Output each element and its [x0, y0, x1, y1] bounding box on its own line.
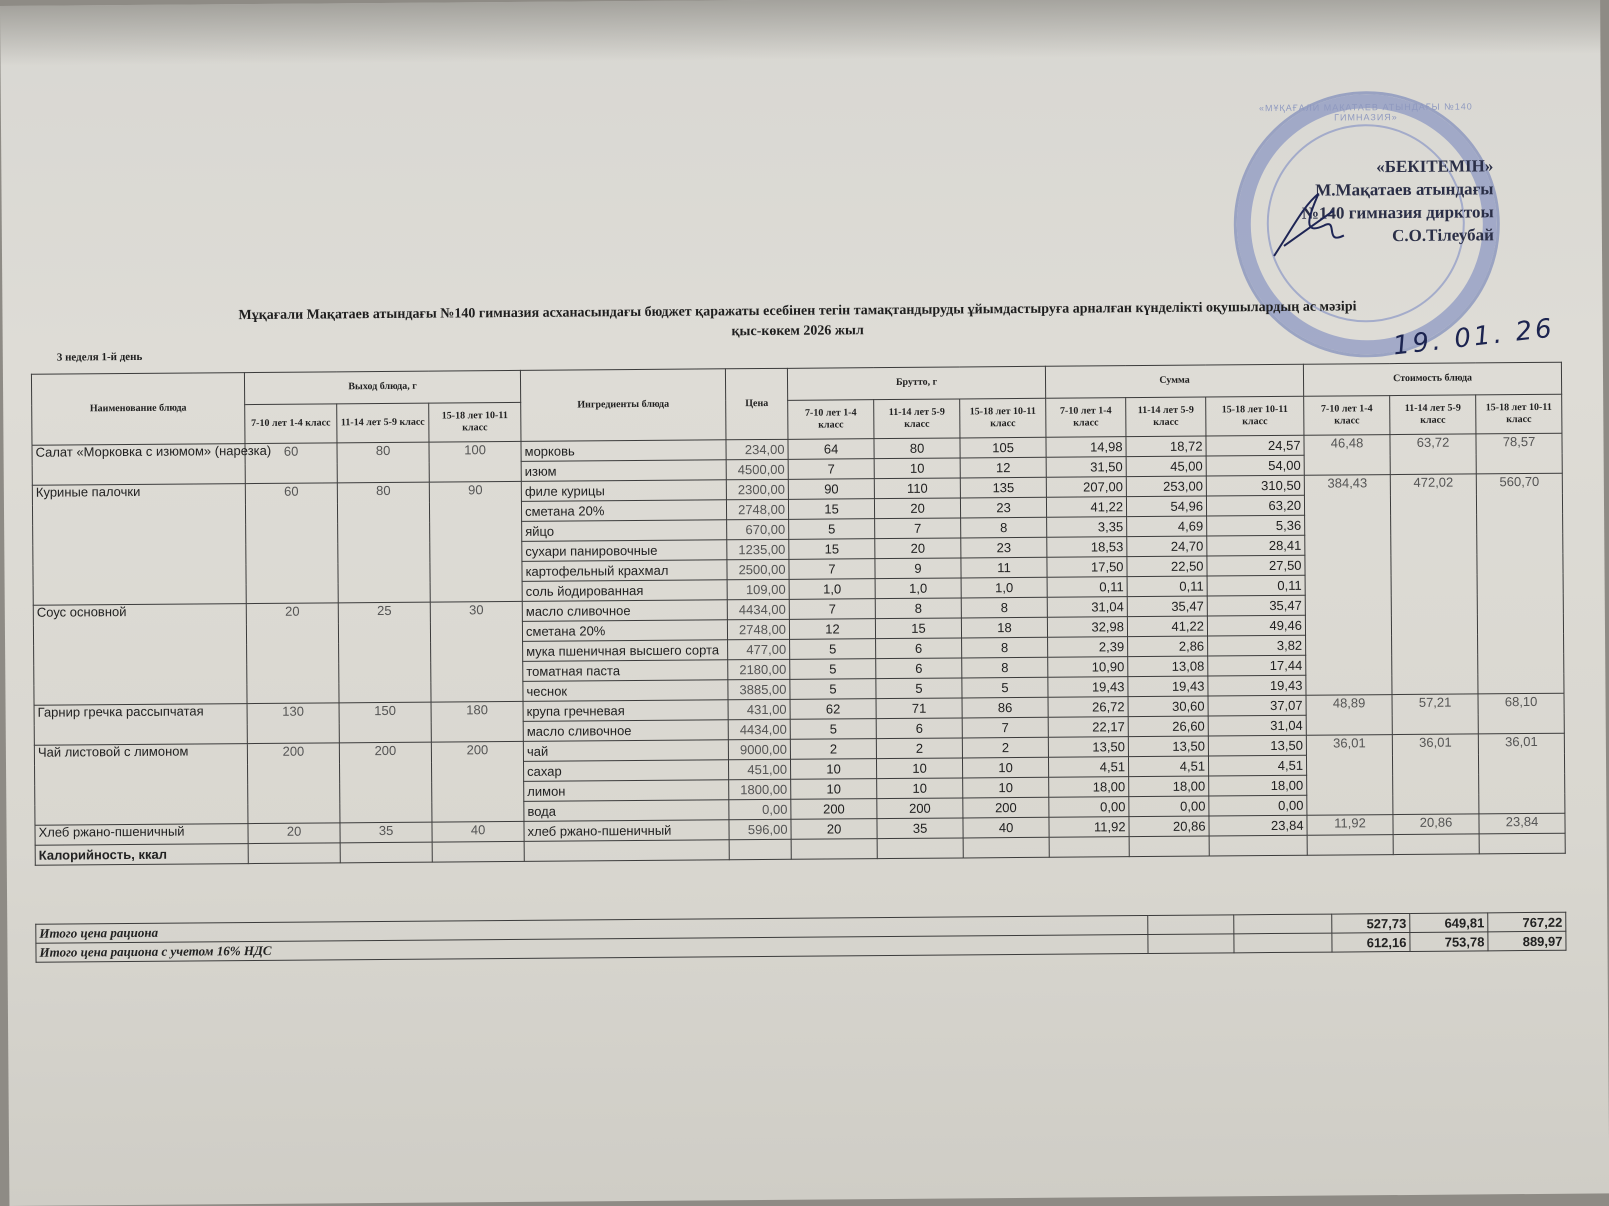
- ingredient-sum: 0,11: [1127, 576, 1207, 597]
- ingredient-sum: 35,47: [1207, 595, 1305, 616]
- ingredient-brutto: 105: [960, 437, 1046, 458]
- dish-cost: 57,21: [1392, 694, 1478, 735]
- ingredient-brutto: 8: [875, 598, 961, 619]
- dish-name: Чай листовой с лимоном: [34, 744, 248, 826]
- ingredient-brutto: 7: [788, 459, 874, 480]
- ingredient-name: вода: [524, 800, 729, 822]
- ingredient-brutto: 64: [788, 439, 874, 460]
- ingredient-price: 4500,00: [726, 459, 788, 479]
- ingredient-brutto: 71: [876, 698, 962, 719]
- header-yield: Выход блюда, г: [244, 370, 520, 404]
- ingredient-sum: 207,00: [1046, 477, 1126, 498]
- ingredient-price: 431,00: [728, 699, 790, 719]
- ingredient-name: сметана 20%: [522, 620, 727, 642]
- ingredient-name: сметана 20%: [521, 500, 726, 522]
- ingredient-sum: 3,82: [1208, 635, 1306, 656]
- ingredient-name: томатная паста: [523, 660, 728, 682]
- dish-yield: 60: [245, 483, 338, 604]
- ingredient-sum: 37,07: [1208, 695, 1306, 716]
- ingredient-brutto: 10: [874, 458, 960, 479]
- ingredient-sum: 13,50: [1048, 737, 1128, 758]
- header-group-1: 7-10 лет 1-4 класс: [788, 399, 874, 439]
- week-day-label: 3 неделя 1-й день: [56, 350, 143, 364]
- dish-cost: 36,01: [1478, 733, 1565, 814]
- ingredient-sum: 19,43: [1128, 676, 1208, 697]
- ingredient-sum: 253,00: [1126, 476, 1206, 497]
- ingredient-sum: 26,60: [1128, 716, 1208, 737]
- ingredient-price: 670,00: [727, 519, 789, 539]
- ingredient-brutto: 200: [877, 798, 963, 819]
- dish-cost: 23,84: [1479, 813, 1565, 834]
- ingredient-name: яйцо: [522, 520, 727, 542]
- ingredient-sum: 22,50: [1127, 556, 1207, 577]
- empty-cell: [877, 838, 963, 859]
- ingredient-sum: 54,00: [1206, 455, 1304, 476]
- dish-cost: 472,02: [1390, 474, 1478, 695]
- empty-cell: [1393, 834, 1479, 855]
- ingredient-sum: 35,47: [1127, 596, 1207, 617]
- totals-value: 753,78: [1410, 932, 1488, 952]
- totals-label: Итого цена рациона с учетом 16% НДС: [36, 935, 1148, 963]
- ingredient-sum: 26,72: [1048, 697, 1128, 718]
- ingredient-brutto: 7: [789, 559, 875, 580]
- ingredient-brutto: 200: [791, 799, 877, 820]
- header-group-3: 15-18 лет 10-11 класс: [1206, 396, 1304, 436]
- menu-table: [31, 362, 1566, 866]
- ingredient-brutto: 5: [790, 659, 876, 680]
- ingredient-brutto: 12: [960, 457, 1046, 478]
- ingredient-sum: 30,60: [1128, 696, 1208, 717]
- ingredient-sum: 13,50: [1128, 736, 1208, 757]
- ingredient-brutto: 62: [790, 699, 876, 720]
- ingredient-sum: 0,11: [1207, 575, 1305, 596]
- dish-yield: 20: [246, 603, 339, 704]
- title-line-1: Мұқағали Мақатаев атындағы №140 гимназия асханасындағы бюджет қаражаты есебінен тегін тамақтандыруды ұйымдастыруға арналған күнделікті оқушылардың ас мәзірі: [238, 299, 1357, 324]
- empty-cell: [248, 843, 340, 864]
- ingredient-brutto: 11: [961, 557, 1047, 578]
- empty-cell: [432, 841, 524, 862]
- stamp-text: «МҰҚАҒАЛИ МАҚАТАЕВ АТЫНДАҒЫ №140 ГИМНАЗИЯ»: [1258, 101, 1473, 123]
- ingredient-sum: 31,04: [1208, 715, 1306, 736]
- ingredient-brutto: 10: [963, 757, 1049, 778]
- ingredient-sum: 11,92: [1049, 817, 1129, 838]
- ingredient-brutto: 5: [790, 639, 876, 660]
- totals-value: 767,22: [1488, 912, 1566, 932]
- dish-cost: 46,48: [1304, 435, 1390, 476]
- ingredient-price: 596,00: [729, 819, 791, 839]
- ingredient-price: 0,00: [729, 799, 791, 819]
- dish-name: Соус основной: [33, 604, 247, 706]
- ingredient-brutto: 6: [876, 638, 962, 659]
- ingredient-sum: 20,86: [1129, 816, 1209, 837]
- ingredient-brutto: 10: [791, 779, 877, 800]
- ingredient-sum: 10,90: [1048, 657, 1128, 678]
- ingredient-brutto: 10: [877, 758, 963, 779]
- empty-cell: [791, 839, 877, 860]
- header-group-2: 11-14 лет 5-9 класс: [1126, 397, 1206, 437]
- ingredient-name: изюм: [521, 460, 726, 482]
- ingredient-price: 2500,00: [727, 559, 789, 579]
- ingredient-brutto: 40: [963, 817, 1049, 838]
- ingredient-brutto: 2: [962, 737, 1048, 758]
- signature-icon: [1264, 185, 1355, 266]
- dish-cost: 36,01: [1392, 734, 1479, 815]
- ingredient-sum: 2,39: [1048, 637, 1128, 658]
- ingredient-sum: 19,43: [1208, 675, 1306, 696]
- dish-name: Салат «Морковка с изюмом» (нарезка): [32, 444, 245, 486]
- ingredient-name: мука пшеничная высшего сорта: [523, 640, 728, 662]
- ingredient-brutto: 35: [877, 818, 963, 839]
- ingredient-brutto: 18: [961, 617, 1047, 638]
- ingredient-price: 1235,00: [727, 539, 789, 559]
- dish-yield: 35: [340, 822, 432, 843]
- ingredient-sum: 0,00: [1049, 797, 1129, 818]
- header-group-3: 15-18 лет 10-11 класс: [1476, 394, 1562, 434]
- ingredient-price: 9000,00: [728, 739, 790, 759]
- header-group-1: 7-10 лет 1-4 класс: [245, 403, 337, 443]
- ingredient-name: чай: [523, 740, 728, 762]
- handwritten-date: 19. 01. 26: [1391, 313, 1557, 362]
- dish-yield: 80: [337, 442, 429, 483]
- ingredient-price: 4434,00: [728, 719, 790, 739]
- header-ingredients: Ингредиенты блюда: [520, 369, 726, 442]
- ingredient-sum: 18,00: [1209, 775, 1307, 796]
- ingredient-sum: 0,00: [1209, 795, 1307, 816]
- ingredient-sum: 18,00: [1129, 776, 1209, 797]
- dish-yield: 40: [432, 821, 524, 842]
- empty-cell: [1049, 837, 1129, 858]
- ingredient-brutto: 90: [788, 479, 874, 500]
- dish-yield: 130: [247, 703, 339, 744]
- dish-yield: 200: [339, 742, 432, 823]
- ingredient-brutto: 5: [790, 719, 876, 740]
- ingredient-brutto: 8: [962, 657, 1048, 678]
- ingredient-sum: 17,44: [1208, 655, 1306, 676]
- dish-cost: 20,86: [1393, 814, 1479, 835]
- empty-cell: [1479, 833, 1565, 854]
- ingredient-brutto: 1,0: [789, 579, 875, 600]
- ingredient-brutto: 10: [963, 777, 1049, 798]
- ingredient-sum: 24,70: [1127, 536, 1207, 557]
- header-price: Цена: [725, 368, 788, 439]
- dish-yield: 60: [245, 443, 337, 484]
- dish-yield: 150: [339, 702, 431, 743]
- dish-name: Гарнир гречка рассыпчатая: [34, 704, 247, 746]
- ingredient-brutto: 8: [961, 517, 1047, 538]
- header-cost: Стоимость блюда: [1303, 362, 1561, 396]
- dish-yield: 80: [337, 482, 430, 603]
- totals-value: 612,16: [1332, 932, 1410, 952]
- ingredient-brutto: 110: [874, 478, 960, 499]
- totals-value: 889,97: [1488, 931, 1566, 951]
- ingredient-name: филе курицы: [521, 480, 726, 502]
- ingredient-sum: 32,98: [1047, 617, 1127, 638]
- ingredient-price: 2748,00: [726, 499, 788, 519]
- ingredient-brutto: 15: [789, 539, 875, 560]
- ingredient-brutto: 1,0: [961, 577, 1047, 598]
- dish-yield: 25: [338, 602, 431, 703]
- ingredient-brutto: 1,0: [875, 578, 961, 599]
- ingredient-sum: 0,11: [1047, 577, 1127, 598]
- ingredient-sum: 310,50: [1206, 475, 1304, 496]
- ingredient-brutto: 10: [791, 759, 877, 780]
- dish-cost: 78,57: [1476, 433, 1562, 474]
- ingredient-price: 1800,00: [729, 779, 791, 799]
- empty-cell: [340, 842, 432, 863]
- empty-cell: [524, 840, 729, 862]
- dish-cost: 63,72: [1390, 434, 1476, 475]
- ingredient-sum: 31,50: [1046, 457, 1126, 478]
- dish-cost: 11,92: [1307, 815, 1393, 836]
- document-title: [137, 297, 1457, 347]
- calories-label: Калорийность, ккал: [35, 844, 248, 866]
- approval-director-name: С.О.Тілеубай: [1392, 225, 1494, 246]
- empty-cell: [1209, 835, 1307, 856]
- ingredient-name: масло сливочное: [523, 720, 728, 742]
- ingredient-sum: 5,36: [1207, 515, 1305, 536]
- ingredient-sum: 18,53: [1047, 537, 1127, 558]
- ingredient-price: 477,00: [728, 639, 790, 659]
- ingredient-sum: 13,50: [1208, 735, 1306, 756]
- ingredient-brutto: 15: [788, 499, 874, 520]
- ingredient-name: картофельный крахмал: [522, 560, 727, 582]
- ingredient-sum: 41,22: [1127, 616, 1207, 637]
- ingredient-name: морковь: [521, 440, 726, 462]
- totals-body: [36, 912, 1566, 962]
- ingredient-brutto: 12: [789, 619, 875, 640]
- header-group-1: 7-10 лет 1-4 класс: [1046, 397, 1126, 437]
- dish-cost: 560,70: [1476, 473, 1564, 694]
- ingredient-brutto: 5: [876, 678, 962, 699]
- header-group-3: 15-18 лет 10-11 класс: [429, 402, 521, 442]
- ingredient-sum: 24,57: [1206, 435, 1304, 456]
- ingredient-price: 2180,00: [728, 659, 790, 679]
- empty-cell: [963, 837, 1049, 858]
- empty-cell: [1148, 915, 1234, 935]
- ingredient-brutto: 5: [790, 679, 876, 700]
- ingredient-brutto: 7: [875, 518, 961, 539]
- totals-value: 527,73: [1332, 913, 1410, 933]
- ingredient-sum: 18,72: [1126, 436, 1206, 457]
- ingredient-sum: 23,84: [1209, 815, 1307, 836]
- ingredient-sum: 0,00: [1129, 796, 1209, 817]
- ingredient-sum: 3,35: [1047, 517, 1127, 538]
- ingredient-sum: 17,50: [1047, 557, 1127, 578]
- ingredient-brutto: 20: [874, 498, 960, 519]
- ingredient-name: соль йодированная: [522, 580, 727, 602]
- header-group-1: 7-10 лет 1-4 класс: [1304, 395, 1390, 435]
- ingredient-sum: 14,98: [1046, 437, 1126, 458]
- ingredient-sum: 28,41: [1207, 535, 1305, 556]
- ingredient-brutto: 10: [877, 778, 963, 799]
- empty-cell: [1148, 934, 1234, 954]
- menu-table-body: [32, 433, 1565, 865]
- ingredient-brutto: 20: [875, 538, 961, 559]
- ingredient-name: хлеб ржано-пшеничный: [524, 820, 729, 842]
- dish-yield: 90: [429, 481, 522, 602]
- totals-value: 649,81: [1410, 913, 1488, 933]
- ingredient-sum: 22,17: [1048, 717, 1128, 738]
- header-group-3: 15-18 лет 10-11 класс: [960, 398, 1046, 438]
- ingredient-brutto: 5: [789, 519, 875, 540]
- empty-cell: [1234, 914, 1332, 934]
- dish-yield: 200: [247, 743, 340, 824]
- ingredient-price: 109,00: [727, 579, 789, 599]
- title-line-2: қыс-көкем 2026 жыл: [731, 323, 864, 340]
- ingredient-price: 451,00: [729, 759, 791, 779]
- ingredient-sum: 19,43: [1048, 677, 1128, 698]
- ingredient-brutto: 135: [960, 477, 1046, 498]
- ingredient-brutto: 23: [961, 537, 1047, 558]
- empty-cell: [1234, 933, 1332, 953]
- approval-position: №140 гимназия дирктоы: [1301, 202, 1494, 223]
- ingredient-sum: 4,51: [1049, 757, 1129, 778]
- ingredient-price: 2748,00: [727, 619, 789, 639]
- ingredient-sum: 2,86: [1128, 636, 1208, 657]
- totals-label: Итого цена рациона: [36, 916, 1148, 944]
- ingredient-name: масло сливочное: [522, 600, 727, 622]
- ingredient-sum: 45,00: [1126, 456, 1206, 477]
- header-brutto: Брутто, г: [787, 366, 1045, 400]
- ingredient-name: сахар: [524, 760, 729, 782]
- ingredient-brutto: 15: [875, 618, 961, 639]
- ingredient-price: 2300,00: [726, 479, 788, 499]
- dish-name: Хлеб ржано-пшеничный: [35, 824, 248, 846]
- dish-yield: 30: [430, 601, 523, 702]
- header-sum: Сумма: [1045, 364, 1303, 398]
- dish-name: Куриные палочки: [32, 484, 246, 606]
- ingredient-brutto: 6: [876, 658, 962, 679]
- ingredient-sum: 41,22: [1046, 497, 1126, 518]
- header-group-2: 11-14 лет 5-9 класс: [1390, 394, 1476, 434]
- ingredient-brutto: 8: [962, 637, 1048, 658]
- ingredient-price: 4434,00: [727, 599, 789, 619]
- dish-cost: 384,43: [1304, 475, 1392, 696]
- ingredient-brutto: 80: [874, 438, 960, 459]
- ingredient-brutto: 23: [960, 497, 1046, 518]
- ingredient-sum: 63,20: [1206, 495, 1304, 516]
- ingredient-name: чеснок: [523, 680, 728, 702]
- ingredient-brutto: 2: [790, 739, 876, 760]
- dish-cost: 68,10: [1478, 693, 1564, 734]
- ingredient-brutto: 7: [962, 717, 1048, 738]
- empty-cell: [729, 839, 791, 859]
- ingredient-brutto: 8: [961, 597, 1047, 618]
- empty-cell: [1307, 835, 1393, 856]
- dish-yield: 20: [248, 823, 340, 844]
- ingredient-brutto: 200: [963, 797, 1049, 818]
- ingredient-sum: 4,69: [1127, 516, 1207, 537]
- ingredient-sum: 4,51: [1209, 755, 1307, 776]
- ingredient-sum: 54,96: [1126, 496, 1206, 517]
- ingredient-name: лимон: [524, 780, 729, 802]
- ingredient-sum: 18,00: [1049, 777, 1129, 798]
- ingredient-brutto: 5: [962, 677, 1048, 698]
- empty-cell: [1129, 836, 1209, 857]
- dish-yield: 180: [431, 701, 523, 742]
- dish-cost: 36,01: [1306, 735, 1393, 816]
- ingredient-brutto: 86: [962, 697, 1048, 718]
- header-group-2: 11-14 лет 5-9 класс: [874, 399, 960, 439]
- ingredient-sum: 13,08: [1128, 656, 1208, 677]
- ingredient-sum: 4,51: [1129, 756, 1209, 777]
- dish-cost: 48,89: [1306, 695, 1392, 736]
- ingredient-sum: 27,50: [1207, 555, 1305, 576]
- dish-yield: 200: [431, 741, 524, 822]
- ingredient-price: 3885,00: [728, 679, 790, 699]
- ingredient-brutto: 6: [876, 718, 962, 739]
- ingredient-sum: 49,46: [1207, 615, 1305, 636]
- ingredient-brutto: 9: [875, 558, 961, 579]
- ingredient-brutto: 2: [876, 738, 962, 759]
- ingredient-sum: 31,04: [1047, 597, 1127, 618]
- totals-table: [35, 912, 1566, 963]
- approval-school: М.Мақатаев атындағы: [1315, 179, 1494, 200]
- ingredient-name: крупа гречневая: [523, 700, 728, 722]
- ingredient-brutto: 7: [789, 599, 875, 620]
- photo-shadow: [0, 0, 1600, 66]
- ingredient-name: сухари панировочные: [522, 540, 727, 562]
- dish-yield: 100: [429, 441, 521, 482]
- header-group-2: 11-14 лет 5-9 класс: [337, 403, 429, 443]
- header-dish: Наименование блюда: [31, 373, 245, 446]
- ingredient-price: 234,00: [726, 439, 788, 459]
- approval-title: «БЕКІТЕМІН»: [1376, 156, 1494, 177]
- ingredient-brutto: 20: [791, 819, 877, 840]
